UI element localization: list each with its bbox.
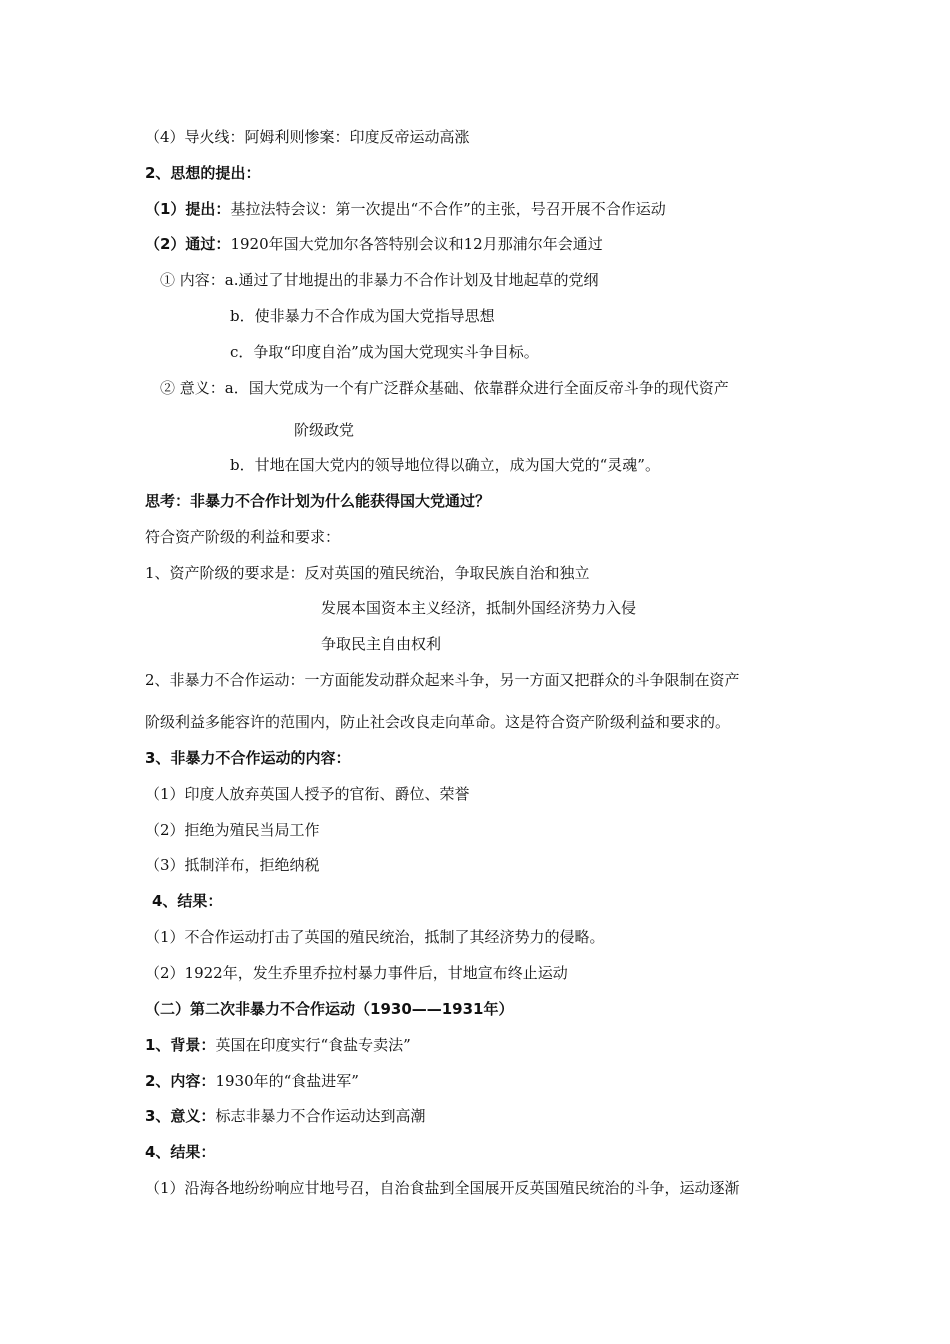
section-heading: 2、思想的提出：: [145, 164, 261, 182]
text-line: b．甘地在国大党内的领导地位得以确立，成为国大党的“灵魂”。: [230, 456, 660, 474]
text-line: ② 意义：a．国大党成为一个有广泛群众基础、依靠群众进行全面反帝斗争的现代资产: [160, 379, 729, 397]
question-heading: 思考：非暴力不合作计划为什么能获得国大党通过？: [145, 492, 491, 510]
text-line: b．使非暴力不合作成为国大党指导思想: [230, 307, 495, 325]
text-line: 争取民主自由权利: [321, 635, 442, 653]
text-line: [145, 1071, 359, 1091]
text-line: [145, 1035, 411, 1055]
text-line: [145, 199, 666, 219]
section-heading: 4、结果：: [152, 892, 223, 910]
text-line: 1、资产阶级的要求是：反对英国的殖民统治，争取民族自治和独立: [145, 564, 590, 582]
line-body: 标志非暴力不合作运动达到高潮: [215, 1107, 426, 1125]
text-line: （1）不合作运动打击了英国的殖民统治，抵制了其经济势力的侵略。: [145, 928, 605, 946]
text-line: 发展本国资本主义经济，抵制外国经济势力入侵: [321, 599, 637, 617]
line-label: （2）通过：: [145, 235, 231, 253]
text-line: 阶级政党: [294, 421, 355, 439]
line-body: 1920年国大党加尔各答特别会议和12月那浦尔年会通过: [230, 235, 603, 253]
section-heading: 4、结果：: [145, 1143, 216, 1161]
section-heading: 3、非暴力不合作运动的内容：: [145, 749, 351, 767]
text-line: （3）抵制洋布，拒绝纳税: [145, 856, 320, 874]
text-line: （2）1922年，发生乔里乔拉村暴力事件后，甘地宣布终止运动: [145, 964, 568, 982]
line-label: （1）提出：: [145, 200, 231, 218]
text-line: ① 内容：a.通过了甘地提出的非暴力不合作计划及甘地起草的党纲: [160, 271, 599, 289]
text-line: [145, 1106, 425, 1126]
text-line: （2）拒绝为殖民当局工作: [145, 821, 320, 839]
text-line: （1）沿海各地纷纷响应甘地号召，自治食盐到全国展开反英国殖民统治的斗争，运动逐渐: [145, 1179, 740, 1197]
text-line: c．争取“印度自治”成为国大党现实斗争目标。: [230, 343, 539, 361]
line-body: 基拉法特会议：第一次提出“不合作”的主张，号召开展不合作运动: [230, 200, 666, 218]
text-line: 阶级利益多能容许的范围内，防止社会改良走向革命。这是符合资产阶级利益和要求的。: [145, 713, 731, 731]
text-line: （1）印度人放弃英国人授予的官衔、爵位、荣誉: [145, 785, 470, 803]
text-line: （4）导火线：阿姆利则惨案：印度反帝运动高涨: [145, 128, 470, 146]
section-heading: （二）第二次非暴力不合作运动（1930——1931年）: [145, 1000, 514, 1018]
line-body: 英国在印度实行“食盐专卖法”: [215, 1036, 411, 1054]
line-label: 3、意义：: [145, 1107, 216, 1125]
text-line: 符合资产阶级的利益和要求：: [145, 528, 341, 546]
text-line: [145, 234, 603, 254]
line-label: 1、背景：: [145, 1036, 216, 1054]
line-label: 2、内容：: [145, 1072, 216, 1090]
line-body: 1930年的“食盐进军”: [215, 1072, 359, 1090]
text-line: 2、非暴力不合作运动：一方面能发动群众起来斗争，另一方面又把群众的斗争限制在资产: [145, 671, 740, 689]
